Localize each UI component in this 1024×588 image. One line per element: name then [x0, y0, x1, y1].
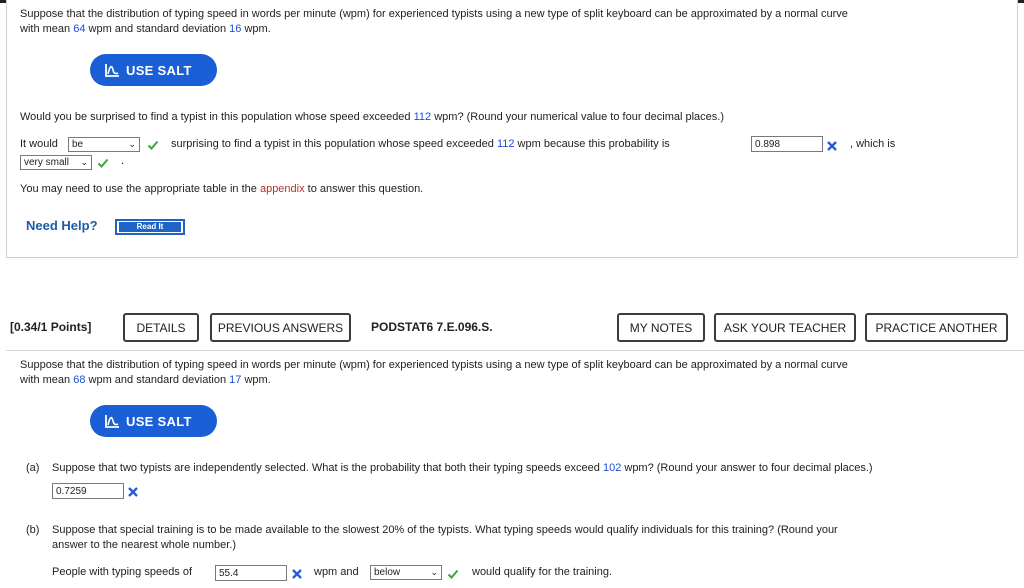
chevron-down-icon: ⌄ [128, 139, 136, 149]
read-it-button[interactable]: Read It [115, 219, 185, 235]
q1-appendix-note: You may need to use the appropriate table in the appendix to answer this question. [20, 183, 424, 195]
part-b-people-label: People with typing speeds of [52, 566, 193, 578]
ask-teacher-button[interactable]: ASK YOUR TEACHER [714, 313, 856, 342]
surprise-select[interactable]: be ⌄ [68, 137, 140, 152]
magnitude-select[interactable]: very small ⌄ [20, 155, 92, 170]
part-a-answer-input[interactable]: 0.7259 [52, 483, 124, 499]
incorrect-x-icon [127, 486, 139, 498]
q1-answer-speed: 112 [496, 138, 515, 150]
correct-check-icon [147, 139, 159, 151]
part-b-speed-input[interactable]: 55.4 [215, 565, 287, 581]
q1-sd-value: 16 [229, 23, 242, 35]
points-label: [0.34/1 Points] [10, 320, 92, 334]
part-b-question-line1: Suppose that special training is to be made available to the slowest 20% of the typists. What typing speeds would qualify individuals for this training? (Round your [52, 524, 838, 536]
incorrect-x-icon [291, 568, 303, 580]
correct-check-icon [97, 157, 109, 169]
appendix-link[interactable]: appendix [259, 183, 305, 195]
previous-answers-button[interactable]: PREVIOUS ANSWERS [210, 313, 351, 342]
header-divider [6, 350, 1024, 351]
q1-which-is: , which is [850, 138, 896, 150]
q1-intro-line1: Suppose that the distribution of typing speed in words per minute (wpm) for experienced typists using a new type of split keyboard can be approximated by a normal curve [20, 8, 848, 20]
chevron-down-icon: ⌄ [80, 157, 88, 167]
part-b-label: (b) [26, 524, 40, 536]
salt-chart-icon [104, 414, 120, 428]
q2-intro-line2: with mean 68 wpm and standard deviation 17 wpm. [20, 374, 271, 386]
q1-intro-line2: with mean 64 wpm and standard deviation 16 wpm. [20, 23, 271, 35]
q1-it-would-label: It would [20, 138, 58, 150]
part-a-question: Suppose that two typists are independently selected. What is the probability that both their typing speeds exceed 102 wpm? (Round your answer to four decimal places.) [52, 462, 873, 474]
salt-chart-icon [104, 63, 120, 77]
q2-sd-value: 17 [229, 374, 242, 386]
correct-check-icon [447, 568, 459, 580]
direction-select[interactable]: below ⌄ [370, 565, 442, 580]
q2-intro-line1: Suppose that the distribution of typing speed in words per minute (wpm) for experienced typists using a new type of split keyboard can be approximated by a normal curve [20, 359, 848, 371]
use-salt-button-2[interactable]: USE SALT [90, 405, 217, 437]
details-button[interactable]: DETAILS [123, 313, 199, 342]
q1-period: . [121, 155, 125, 167]
q1-question-speed: 112 [413, 111, 432, 123]
need-help-label: Need Help? [26, 218, 98, 233]
part-b-wpm-and: wpm and [314, 566, 359, 578]
use-salt-button[interactable]: USE SALT [90, 54, 217, 86]
probability-input[interactable]: 0.898 [751, 136, 823, 152]
q1-question: Would you be surprised to find a typist in this population whose speed exceeded 112 wpm? (Round your numerical value to four decimal places.) [20, 111, 725, 123]
practice-another-button[interactable]: PRACTICE ANOTHER [865, 313, 1008, 342]
q2-mean-value: 68 [73, 374, 86, 386]
part-a-label: (a) [26, 462, 40, 474]
problem-code: PODSTAT6 7.E.096.S. [371, 320, 493, 334]
part-b-qualify-text: would qualify for the training. [472, 566, 613, 578]
incorrect-x-icon [826, 140, 838, 152]
q1-mean-value: 64 [73, 23, 86, 35]
my-notes-button[interactable]: MY NOTES [617, 313, 705, 342]
chevron-down-icon: ⌄ [430, 567, 438, 577]
part-a-speed: 102 [602, 462, 622, 474]
part-b-question-line2: answer to the nearest whole number.) [52, 539, 237, 551]
q1-answer-text: surprising to find a typist in this population whose speed exceeded 112 wpm because this probability is [171, 138, 670, 150]
